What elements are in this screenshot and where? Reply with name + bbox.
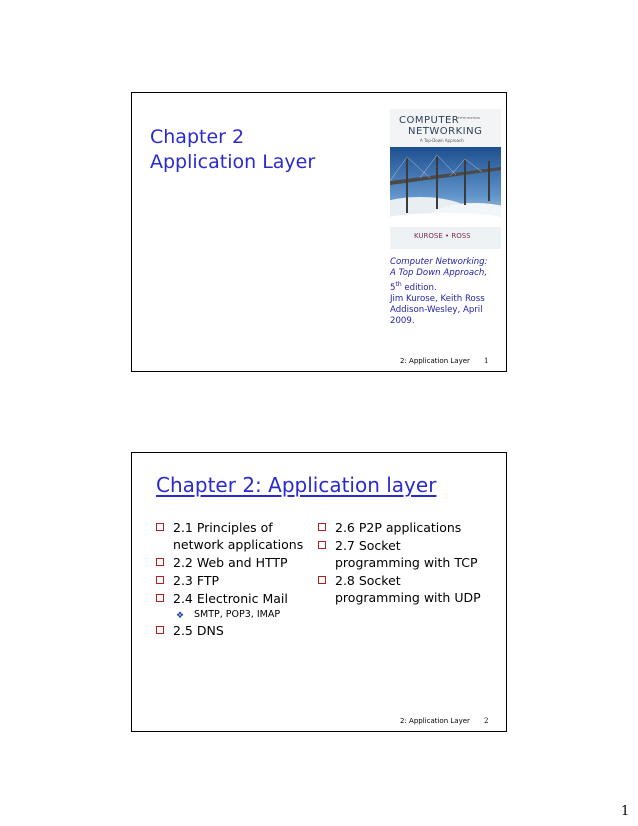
list-item (156, 622, 306, 639)
checkbox-bullet-icon (156, 558, 164, 566)
checkbox-bullet-icon (318, 523, 326, 531)
reference-edition (390, 279, 502, 294)
cover-subtitle: A Top-Down Approach (420, 138, 464, 143)
slide-2-footer: 2: Application Layer (400, 717, 470, 725)
book-reference (390, 257, 502, 327)
list-item (318, 519, 488, 536)
left-column (156, 519, 306, 640)
edition-number: 5 (390, 282, 396, 293)
title-line-2: Application Layer (150, 151, 316, 173)
diamond-bullet-icon: ❖ (176, 611, 185, 621)
list-item-label: 2.2 Web and HTTP (173, 555, 288, 570)
reference-year: 2009. (390, 315, 415, 326)
book-cover-image (390, 109, 501, 249)
list-item (318, 572, 488, 606)
sub-item-label: SMTP, POP3, IMAP (194, 609, 281, 620)
checkbox-bullet-icon (156, 576, 164, 584)
slide-1 (131, 92, 507, 372)
cover-footer (390, 227, 501, 249)
edition-text: edition. (401, 282, 437, 293)
slide-2-title: Chapter 2: Application layer (156, 473, 437, 497)
list-item-label: 2.8 Socket programming with UDP (335, 573, 481, 605)
list-item-label: 2.1 Principles of network applications (173, 520, 304, 552)
checkbox-bullet-icon (156, 626, 164, 634)
list-item-label: 2.6 P2P applications (335, 520, 462, 535)
cover-authors: KUROSE • ROSS (414, 232, 471, 240)
reference-publisher: Addison-Wesley, April (390, 304, 483, 315)
cover-header (390, 109, 501, 147)
list-item-label: 2.7 Socket programming with TCP (335, 538, 478, 570)
sub-list-item (156, 608, 306, 622)
cover-edition: FIFTH EDITION (458, 116, 480, 120)
list-item (156, 554, 306, 571)
slide-1-footer: 2: Application Layer (400, 357, 470, 365)
list-item-label: 2.4 Electronic Mail (173, 591, 288, 606)
bridge-photo (390, 147, 501, 227)
list-item-label: 2.5 DNS (173, 623, 224, 638)
reference-line-1: Computer Networking: (390, 257, 488, 267)
list-item-label: 2.3 FTP (173, 573, 219, 588)
list-item (156, 590, 306, 607)
checkbox-bullet-icon (318, 541, 326, 549)
slide-1-number: 1 (484, 357, 489, 365)
list-item (318, 537, 488, 571)
slide-1-title (150, 125, 315, 175)
handout-page-number: 1 (621, 804, 630, 819)
edition-superscript: th (395, 281, 402, 288)
right-column (318, 519, 488, 607)
cover-title-line-1: COMPUTER (399, 115, 460, 126)
checkbox-bullet-icon (156, 594, 164, 602)
list-item (156, 519, 306, 553)
checkbox-bullet-icon (318, 576, 326, 584)
cover-title-line-2: NETWORKING (408, 126, 483, 137)
title-line-1: Chapter 2 (150, 126, 245, 148)
reference-authors: Jim Kurose, Keith Ross (390, 293, 485, 304)
slide-2-number: 2 (484, 717, 489, 725)
reference-line-2: A Top Down Approach, (390, 268, 488, 278)
slide-2 (131, 452, 507, 732)
checkbox-bullet-icon (156, 523, 164, 531)
list-item (156, 572, 306, 589)
